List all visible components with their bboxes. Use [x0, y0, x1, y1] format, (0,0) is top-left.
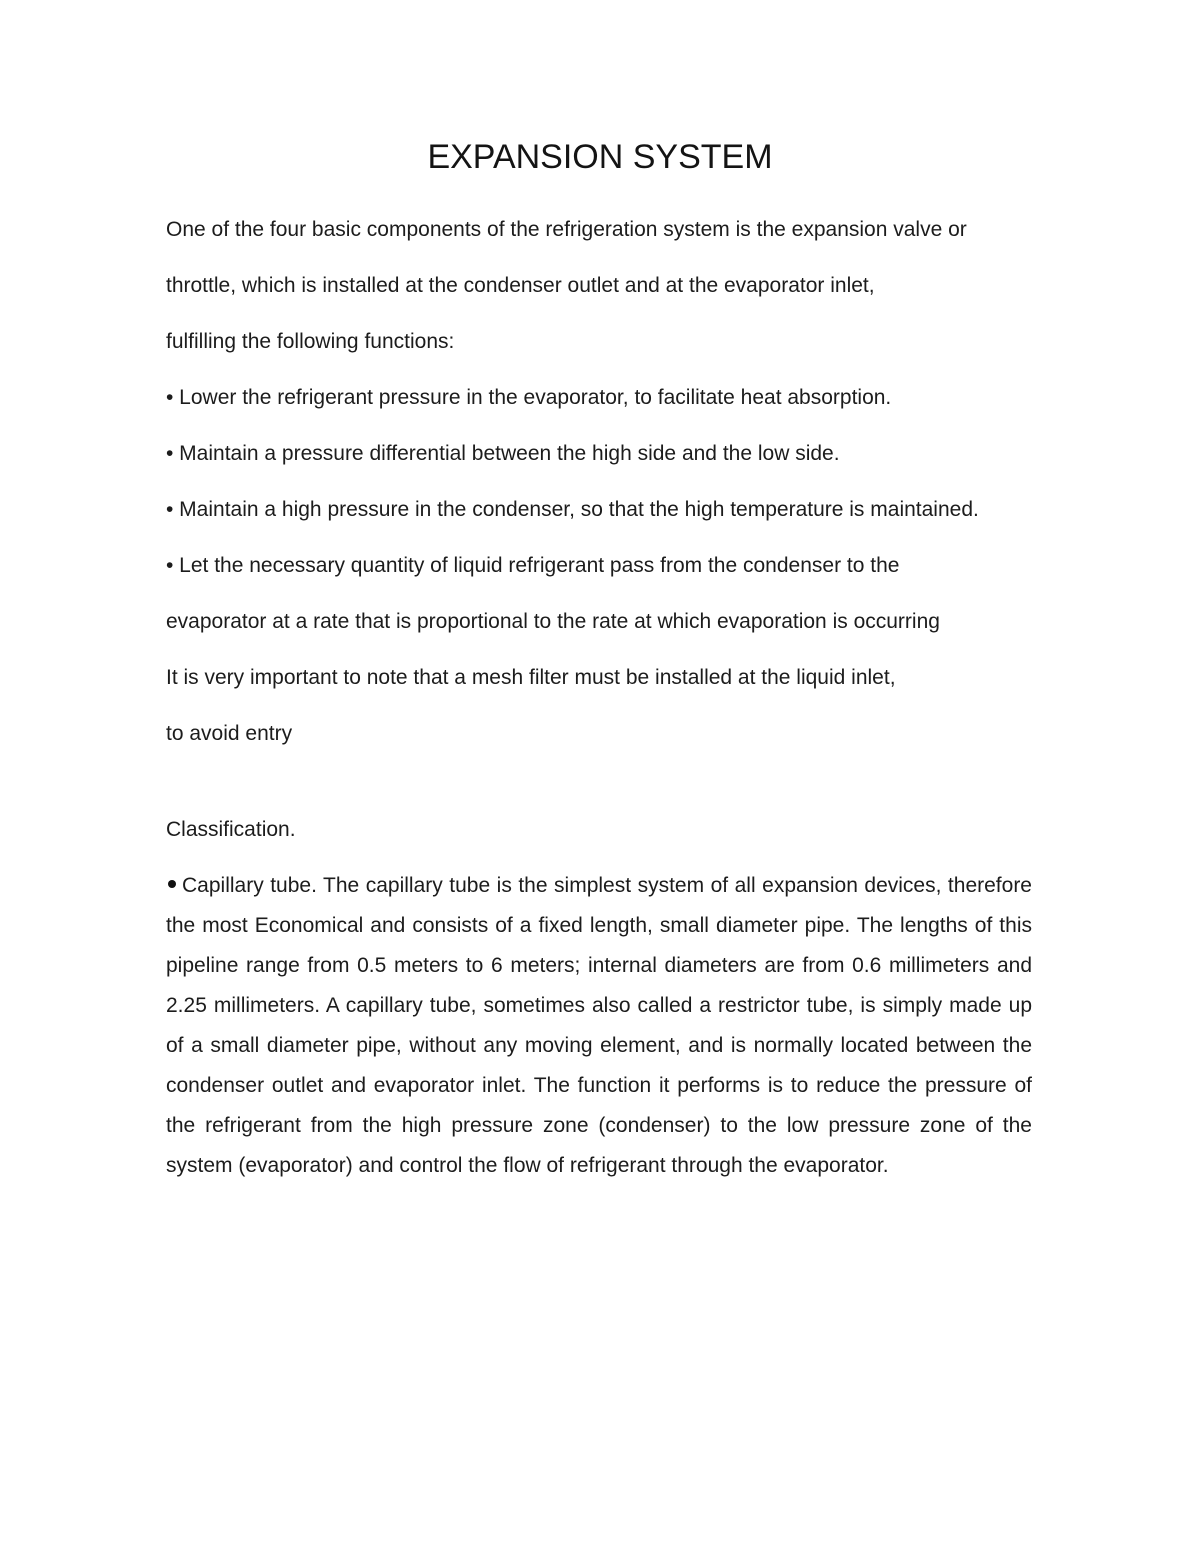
- paragraph-intro: One of the four basic components of the refrigeration system is the expansion valve or: [166, 218, 967, 241]
- bullet-high-pressure: • Maintain a high pressure in the condenser, so that the high temperature is maintained.: [166, 498, 979, 521]
- document-title: EXPANSION SYSTEM: [427, 138, 773, 176]
- bullet-icon: [168, 880, 176, 888]
- bullet-pressure-differential: • Maintain a pressure differential between the high side and the low side.: [166, 442, 840, 465]
- paragraph-throttle: throttle, which is installed at the condenser outlet and at the evaporator inlet,: [166, 274, 875, 297]
- paragraph-mesh-filter: It is very important to note that a mesh filter must be installed at the liquid inlet,: [166, 666, 896, 689]
- capillary-tube-text: Capillary tube. The capillary tube is the simplest system of all expansion devices, therefore the most Economical and consists of a fixed length, small diameter pipe. The lengths of this pipeline range from 0.5 meters to 6 meters; internal diameters are from 0.6 millimeters and 2.25 millimeters. A capillary tube, sometimes also called a restrictor tube, is simply made up of a small diameter pipe, without any moving element, and is normally located between the condenser outlet and evaporator inlet. The function it performs is to reduce the pressure of the refrigerant from the high pressure zone (condenser) to the low pressure zone of the system (evaporator) and control the flow of refrigerant through the evaporator.: [166, 874, 1032, 1177]
- paragraph-evaporator-rate: evaporator at a rate that is proportional to the rate at which evaporation is occurring: [166, 610, 940, 633]
- document-body: [166, 210, 1032, 1202]
- blank-line: [166, 770, 1032, 810]
- paragraph-avoid-entry: to avoid entry: [166, 722, 293, 745]
- capillary-tube-paragraph: [166, 866, 1032, 1186]
- classification-heading: Classification.: [166, 818, 296, 841]
- paragraph-functions-intro: fulfilling the following functions:: [166, 330, 455, 353]
- bullet-liquid-refrigerant: • Let the necessary quantity of liquid refrigerant pass from the condenser to the: [166, 554, 900, 577]
- bullet-lower-pressure: • Lower the refrigerant pressure in the evaporator, to facilitate heat absorption.: [166, 386, 892, 409]
